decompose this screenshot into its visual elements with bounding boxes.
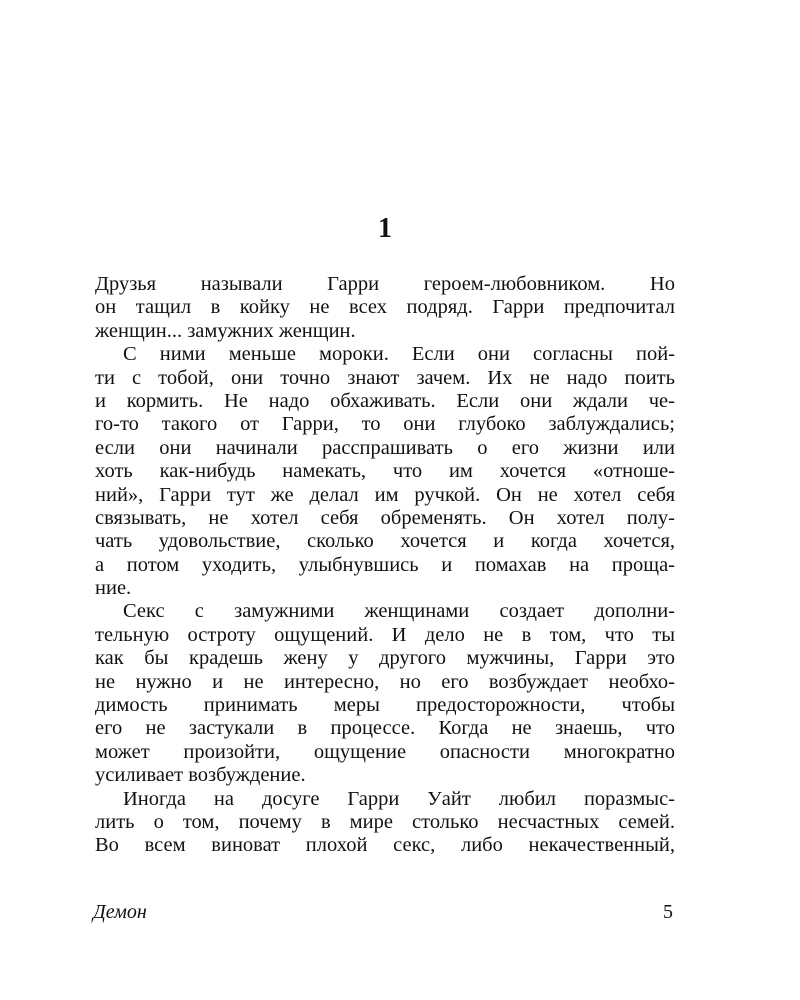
text-line: ний», Гарри тут же делал им ручкой. Он не хотел себя — [95, 483, 675, 506]
text-line: го-то такого от Гарри, то они глубоко заблуждались; — [95, 413, 675, 436]
text-line: Друзья называли Гарри героем-любовником. Но — [95, 273, 675, 295]
text-line: может произойти, ощущение опасности многократно — [95, 740, 675, 763]
text-line: не нужно и не интересно, но его возбуждает необхо- — [95, 670, 675, 693]
text-line: если они начинали расспрашивать о его жизни или — [95, 436, 675, 459]
text-line: ти с тобой, они точно знают зачем. Их не надо поить — [95, 366, 675, 389]
text-line: тельную остроту ощущений. И дело не в том, что ты — [95, 623, 675, 646]
page-number: 5 — [663, 901, 673, 923]
text-line: Секс с замужними женщинами создает дополни- — [123, 600, 675, 623]
text-line: Иногда на досуге Гарри Уайт любил поразмыс- — [123, 787, 675, 810]
chapter-number: 1 — [378, 213, 392, 244]
body-text — [95, 273, 675, 858]
running-footer-title: Демон — [93, 901, 147, 923]
text-line: и кормить. Не надо обхаживать. Если они ждали че- — [95, 389, 675, 412]
text-line: как бы крадешь жену у другого мужчины, Гарри это — [95, 647, 675, 670]
text-line: женщин... замужних женщин. — [95, 319, 356, 342]
text-line: димость принимать меры предосторожности, чтобы — [95, 694, 675, 717]
text-line: Во всем виноват плохой секс, либо некачественный, — [95, 834, 675, 857]
text-line: его не застукали в процессе. Когда не знаешь, что — [95, 717, 675, 740]
text-line: ние. — [95, 577, 132, 600]
text-line: связывать, не хотел себя обременять. Он хотел полу- — [95, 506, 675, 529]
text-line: усиливает возбуждение. — [95, 764, 306, 787]
text-line: С ними меньше мороки. Если они согласны пой- — [123, 343, 675, 366]
text-line: а потом уходить, улыбнувшись и помахав на проща- — [95, 553, 675, 576]
text-line: чать удовольствие, сколько хочется и когда хочется, — [95, 530, 675, 553]
text-line: он тащил в койку не всех подряд. Гарри предпочитал — [95, 296, 675, 319]
text-line: лить о том, почему в мире столько несчастных семей. — [95, 810, 675, 833]
text-line: хоть как-нибудь намекать, что им хочется «отноше- — [95, 460, 675, 483]
